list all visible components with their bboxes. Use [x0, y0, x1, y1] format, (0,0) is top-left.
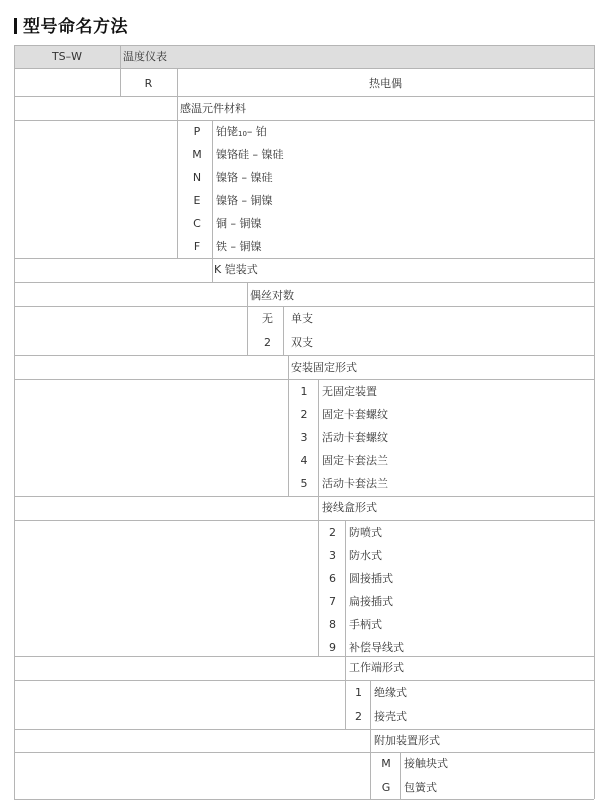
table-rule — [318, 379, 319, 496]
mounting-code: 1 — [300, 385, 308, 398]
table-rule — [14, 68, 594, 69]
table-rule — [400, 752, 401, 799]
mounting-name: 活动卡套法兰 — [322, 477, 388, 490]
element-name: 镍铬 – 镍硅 — [216, 171, 273, 184]
element-code: F — [193, 240, 201, 253]
table-rule — [14, 258, 594, 259]
extra-name: 接触块式 — [404, 757, 448, 770]
extra-code: G — [381, 781, 391, 794]
extra-code: M — [381, 757, 391, 770]
pairs-code: 2 — [264, 336, 271, 349]
table-rule — [370, 680, 371, 729]
table-rule — [14, 656, 594, 657]
mounting-code: 3 — [300, 431, 308, 444]
pairs-name: 双支 — [291, 336, 313, 349]
table-rule — [14, 120, 594, 121]
table-rule — [345, 656, 346, 729]
name-part: 铂铑 — [216, 125, 238, 138]
table-rule — [318, 496, 319, 656]
mounting-title: 安装固定形式 — [291, 361, 357, 374]
junction-box-code: 9 — [329, 641, 336, 654]
working-end-title: 工作端形式 — [349, 661, 404, 674]
element-name: 铁 – 铜镍 — [216, 240, 262, 253]
mounting-code: 4 — [300, 454, 308, 467]
name-part: – 铂 — [246, 125, 267, 138]
subscript: 10 — [238, 130, 247, 138]
junction-box-title: 接线盒形式 — [322, 501, 377, 514]
junction-box-name: 防喷式 — [349, 526, 382, 539]
element-name: 铜 – 铜镍 — [216, 217, 262, 230]
element-title: 感温元件材料 — [180, 102, 246, 115]
pairs-title: 偶丝对数 — [250, 289, 294, 302]
junction-box-name: 防水式 — [349, 549, 382, 562]
mounting-name: 固定卡套螺纹 — [322, 408, 388, 421]
element-code: C — [193, 217, 201, 230]
junction-box-code: 7 — [329, 595, 336, 608]
table-rule — [14, 282, 594, 283]
working-end-code: 2 — [355, 710, 362, 723]
working-end-code: 1 — [355, 686, 362, 699]
category-label: 温度仪表 — [123, 50, 167, 63]
table-rule — [247, 282, 248, 355]
junction-box-code: 8 — [329, 618, 336, 631]
element-code: P — [193, 125, 201, 138]
working-end-name: 绝缘式 — [374, 686, 407, 699]
table-rule — [14, 680, 594, 681]
extra-name: 包簧式 — [404, 781, 437, 794]
table-rule — [283, 306, 284, 355]
armored-label: K 铠装式 — [214, 263, 258, 276]
junction-box-name: 补偿导线式 — [349, 641, 404, 654]
table-rule — [14, 45, 15, 799]
element-code: N — [192, 171, 202, 184]
pairs-code: 无 — [262, 312, 273, 325]
type-code: R — [144, 77, 153, 90]
junction-box-code: 2 — [329, 526, 336, 539]
element-name — [216, 120, 267, 143]
page-title: 型号命名方法 — [14, 12, 128, 37]
table-rule — [14, 520, 594, 521]
element-code: E — [193, 194, 201, 207]
junction-box-name: 扁接插式 — [349, 595, 393, 608]
table-rule — [177, 68, 178, 258]
junction-box-name: 圆接插式 — [349, 572, 393, 585]
table-rule — [14, 799, 594, 800]
junction-box-code: 6 — [329, 572, 336, 585]
junction-box-name: 手柄式 — [349, 618, 382, 631]
mounting-name: 固定卡套法兰 — [322, 454, 388, 467]
extra-title: 附加装置形式 — [374, 734, 440, 747]
table-rule — [14, 96, 594, 97]
element-name: 镍铬硅 – 镍硅 — [216, 148, 284, 161]
mounting-code: 5 — [300, 477, 308, 490]
table-rule — [212, 120, 213, 282]
table-rule — [288, 355, 289, 496]
element-code: M — [192, 148, 202, 161]
table-rule — [14, 752, 594, 753]
table-rule — [14, 496, 594, 497]
mounting-name: 活动卡套螺纹 — [322, 431, 388, 444]
table-rule — [370, 729, 371, 799]
table-rule — [14, 729, 594, 730]
type-name: 热电偶 — [369, 77, 402, 90]
working-end-name: 接壳式 — [374, 710, 407, 723]
mounting-name: 无固定装置 — [322, 385, 377, 398]
model-prefix: TS–W — [51, 50, 83, 63]
mounting-code: 2 — [300, 408, 308, 421]
element-name: 镍铬 – 铜镍 — [216, 194, 273, 207]
junction-box-code: 3 — [329, 549, 336, 562]
table-rule — [594, 45, 595, 799]
table-rule — [345, 520, 346, 656]
pairs-name: 单支 — [291, 312, 313, 325]
